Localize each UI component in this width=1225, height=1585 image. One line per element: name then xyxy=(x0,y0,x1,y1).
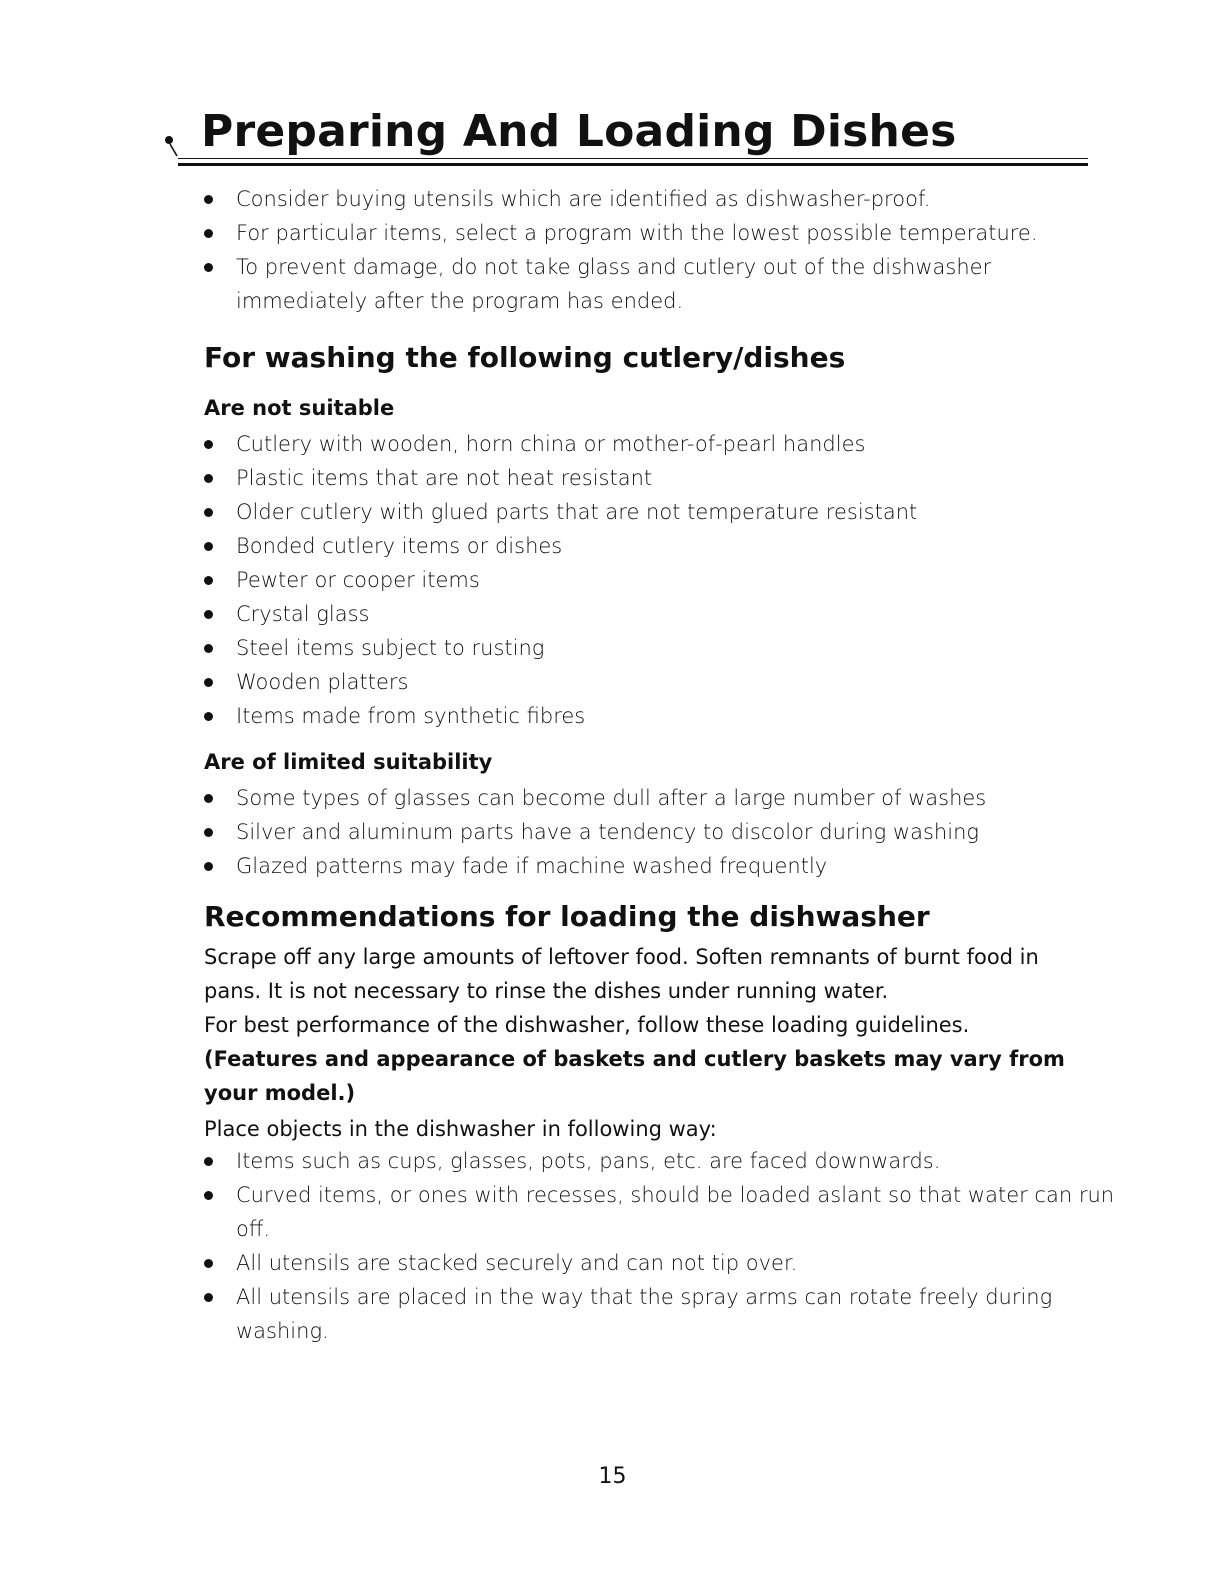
model-note-line: your model.) xyxy=(204,1081,356,1105)
list-item: Bonded cutlery items or dishes xyxy=(204,529,917,563)
title-underline-thick xyxy=(178,163,1088,166)
loading-guidelines-list xyxy=(204,1144,1114,1348)
bullet-icon xyxy=(204,678,213,687)
limited-suitability-list xyxy=(204,781,986,883)
model-note-line: (Features and appearance of baskets and cutlery baskets may vary from xyxy=(204,1047,1065,1071)
not-suitable-list xyxy=(204,427,917,733)
bullet-icon xyxy=(204,263,213,272)
intro-bullet-list xyxy=(204,182,1038,318)
title-underline xyxy=(178,158,1088,159)
page-title: Preparing And Loading Dishes xyxy=(201,106,957,157)
bullet-icon xyxy=(204,1259,213,1268)
loading-section-heading: Recommendations for loading the dishwasher xyxy=(204,900,930,933)
bullet-icon xyxy=(204,1293,213,1302)
list-item: Plastic items that are not heat resistant xyxy=(204,461,917,495)
loading-para-line: Scrape off any large amounts of leftover food. Soften remnants of burnt food in xyxy=(204,945,1039,969)
list-item-continuation: off. xyxy=(236,1217,270,1241)
list-item: Wooden platters xyxy=(204,665,917,699)
list-item-continuation: washing. xyxy=(236,1319,329,1343)
bullet-icon xyxy=(204,440,213,449)
bullet-icon xyxy=(204,610,213,619)
loading-para-line: pans. It is not necessary to rinse the dishes under running water. xyxy=(204,979,889,1003)
bullet-icon xyxy=(204,794,213,803)
list-item: Silver and aluminum parts have a tendency to discolor during washing xyxy=(204,815,986,849)
bullet-icon xyxy=(204,828,213,837)
bullet-icon xyxy=(204,1157,213,1166)
list-item: To prevent damage, do not take glass and cutlery out of the dishwasher xyxy=(204,250,1038,284)
list-item: All utensils are placed in the way that the spray arms can rotate freely during xyxy=(204,1280,1114,1314)
bullet-icon xyxy=(204,712,213,721)
bullet-icon xyxy=(204,508,213,517)
bullet-icon xyxy=(204,576,213,585)
page-number: 15 xyxy=(598,1464,627,1489)
bullet-icon xyxy=(204,1191,213,1200)
bullet-icon xyxy=(204,195,213,204)
bullet-icon xyxy=(204,542,213,551)
loading-para-guidelines: For best performance of the dishwasher, follow these loading guidelines. xyxy=(204,1013,970,1037)
list-item: All utensils are stacked securely and can not tip over. xyxy=(204,1246,1114,1280)
list-item: Items such as cups, glasses, pots, pans, etc. are faced downwards. xyxy=(204,1144,1114,1178)
list-item: Pewter or cooper items xyxy=(204,563,917,597)
list-item-continuation: immediately after the program has ended. xyxy=(236,289,684,313)
title-bullet-icon xyxy=(164,134,178,158)
limited-suitability-heading: Are of limited suitability xyxy=(204,750,493,774)
list-item: Items made from synthetic fibres xyxy=(204,699,917,733)
list-item: Cutlery with wooden, horn china or mother-of-pearl handles xyxy=(204,427,917,461)
list-item: Older cutlery with glued parts that are not temperature resistant xyxy=(204,495,917,529)
list-item: Curved items, or ones with recesses, should be loaded aslant so that water can run xyxy=(204,1178,1114,1212)
list-item: Crystal glass xyxy=(204,597,917,631)
loading-para-place: Place objects in the dishwasher in following way: xyxy=(204,1117,717,1141)
list-item: Some types of glasses can become dull after a large number of washes xyxy=(204,781,986,815)
list-item: For particular items, select a program with the lowest possible temperature. xyxy=(204,216,1038,250)
list-item: Glazed patterns may fade if machine washed frequently xyxy=(204,849,986,883)
bullet-icon xyxy=(204,474,213,483)
bullet-icon xyxy=(204,229,213,238)
page-title-block xyxy=(164,104,1088,168)
washing-section-heading: For washing the following cutlery/dishes xyxy=(204,341,846,374)
list-item: Steel items subject to rusting xyxy=(204,631,917,665)
not-suitable-heading: Are not suitable xyxy=(204,396,395,420)
list-item: Consider buying utensils which are identified as dishwasher-proof. xyxy=(204,182,1038,216)
bullet-icon xyxy=(204,862,213,871)
bullet-icon xyxy=(204,644,213,653)
